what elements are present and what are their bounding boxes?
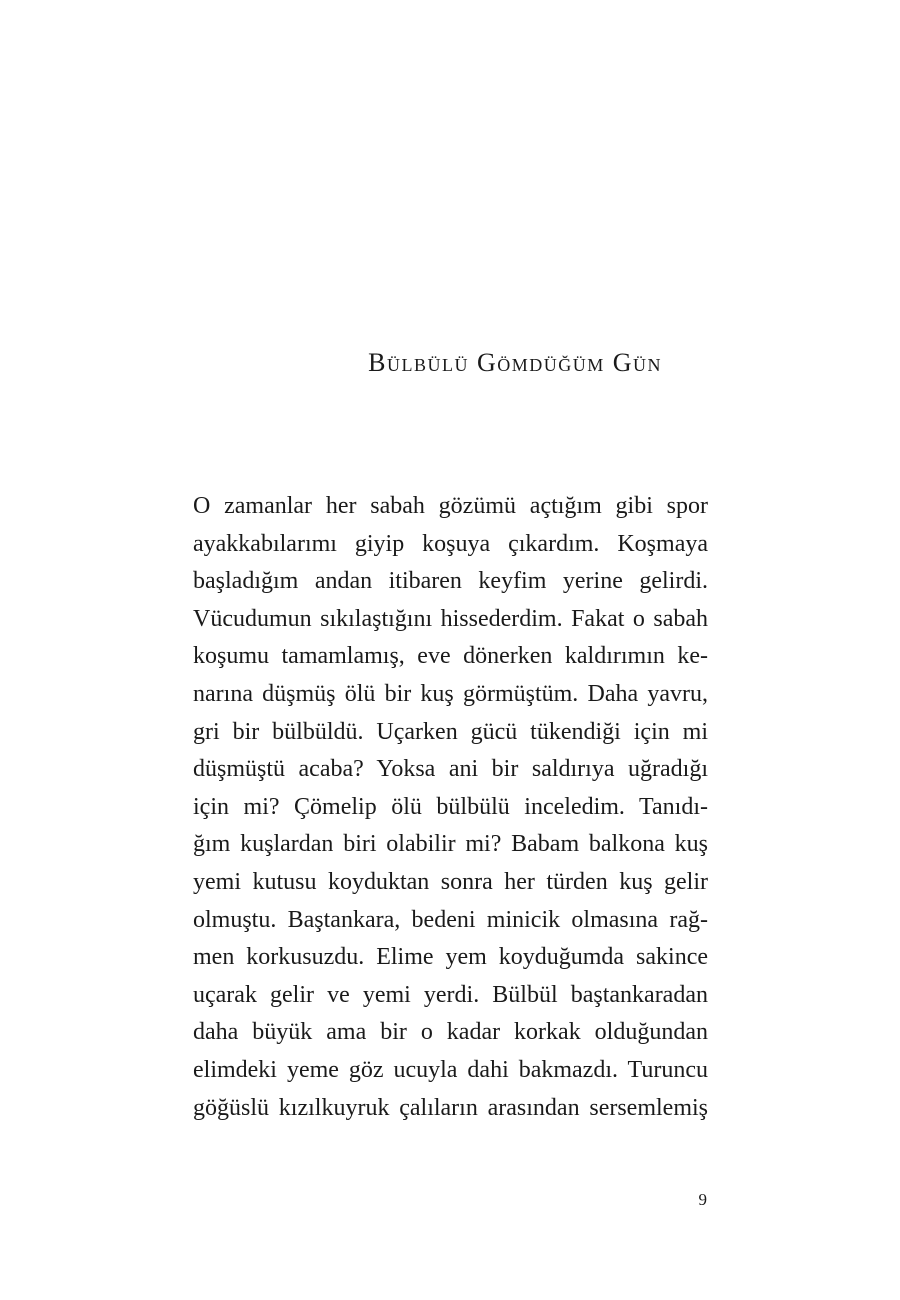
text-line: daha büyük ama bir o kadar korkak olduğundan xyxy=(193,1019,708,1046)
text-line: Vücudumun sıkılaştığını hissederdim. Fakat o sabah xyxy=(193,605,708,632)
page-number: 9 xyxy=(698,1190,707,1209)
text-line: narına düşmüş ölü bir kuş görmüştüm. Daha yavru, xyxy=(193,680,708,707)
text-line: elimdeki yeme göz ucuyla dahi bakmazdı. Turuncu xyxy=(193,1056,708,1083)
text-line: O zamanlar her sabah gözümü açtığım gibi spor xyxy=(193,493,708,519)
text-line: gri bir bülbüldü. Uçarken gücü tükendiği için mi xyxy=(193,718,708,745)
text-line: olmuştu. Baştankara, bedeni minicik olmasına rağ- xyxy=(193,906,708,933)
text-line: başladığım andan itibaren keyfim yerine gelirdi. xyxy=(193,568,708,595)
text-line: için mi? Çömelip ölü bülbülü inceledim. Tanıdı- xyxy=(193,793,708,820)
chapter-title: Bülbülü Gömdüğüm Gün xyxy=(368,348,662,377)
text-line: uçarak gelir ve yemi yerdi. Bülbül baştankaradan xyxy=(193,981,708,1008)
text-line: ğım kuşlardan biri olabilir mi? Babam balkona kuş xyxy=(193,831,708,858)
text-line: yemi kutusu koyduktan sonra her türden kuş gelir xyxy=(193,868,708,895)
text-line: koşumu tamamlamış, eve dönerken kaldırımın ke- xyxy=(193,643,708,670)
text-line: men korkusuzdu. Elime yem koyduğumda sakince xyxy=(193,944,708,971)
text-line: göğüslü kızılkuyruk çalıların arasından sersemlemiş xyxy=(193,1094,708,1121)
text-line: ayakkabılarımı giyip koşuya çıkardım. Koşmaya xyxy=(193,530,708,557)
body-text xyxy=(193,488,708,1127)
text-line: düşmüştü acaba? Yoksa ani bir saldırıya uğradığı xyxy=(193,756,708,783)
